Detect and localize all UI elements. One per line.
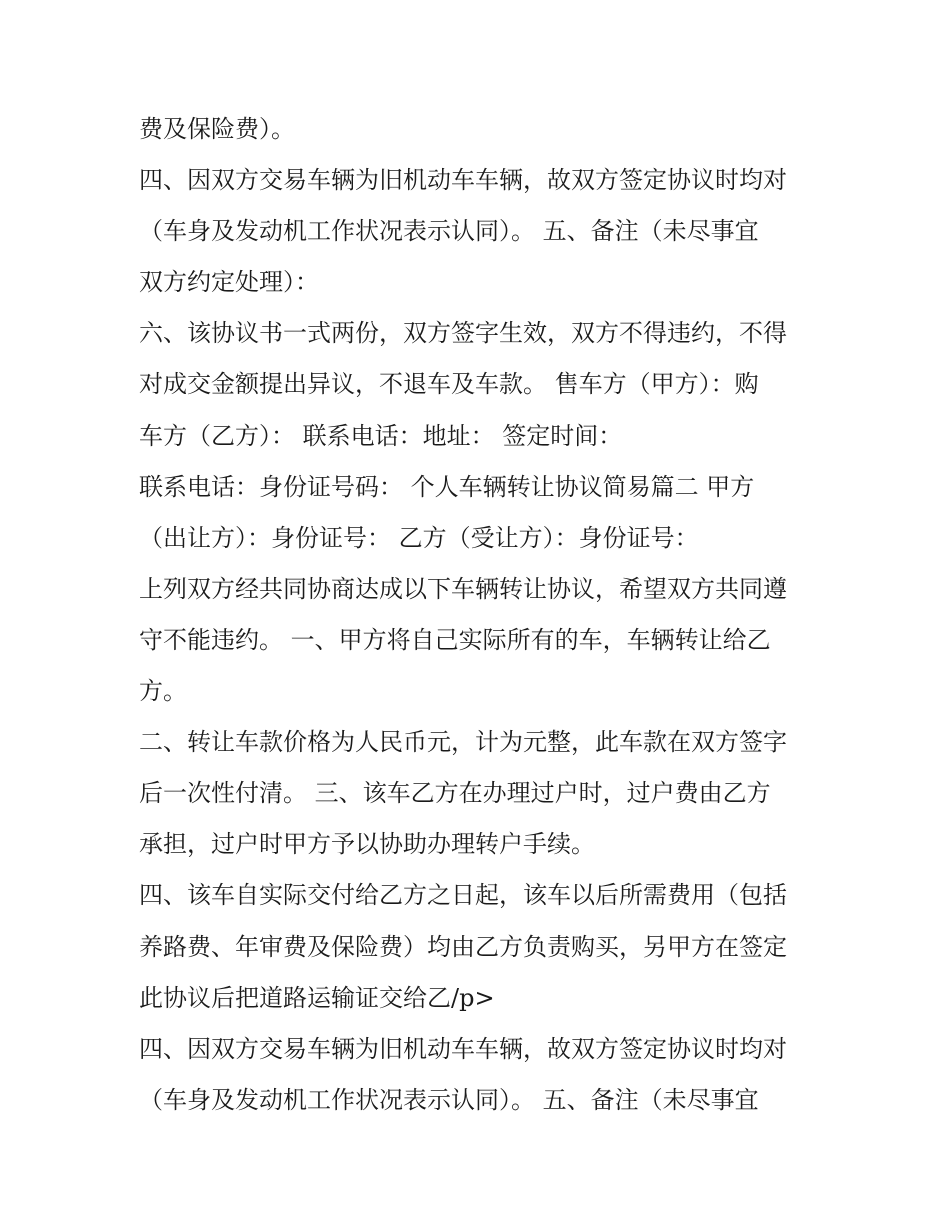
document-body — [139, 104, 839, 1126]
text-line: 对成交金额提出异议，不退车及车款。 售车方（甲方）：购 — [139, 370, 759, 399]
text-line: 双方约定处理）： — [139, 268, 319, 297]
text-line: 后一次性付清。 三、该车乙方在办理过户时，过户费由乙方 — [139, 779, 771, 808]
text-line: 联系电话：身份证号码： 个人车辆转让协议简易篇二 甲方 — [139, 472, 755, 501]
text-line: （出让方）：身份证号： 乙方（受让方）：身份证号： — [139, 523, 699, 552]
text-line: 养路费、年审费及保险费）均由乙方负责购买，另甲方在签定 — [139, 932, 787, 961]
text-line: 四、该车自实际交付给乙方之日起，该车以后所需费用（包括 — [139, 881, 787, 910]
text-line: 方。 — [139, 677, 187, 706]
text-line: 费及保险费）。 — [139, 115, 295, 143]
text-line: 二、转让车款价格为人民币元，计为元整，此车款在双方签字 — [139, 728, 787, 757]
text-line: 四、因双方交易车辆为旧机动车车辆，故双方签定协议时均对 — [139, 166, 787, 195]
text-line: 上列双方经共同协商达成以下车辆转让协议，希望双方共同遵 — [139, 574, 787, 603]
text-line: （车身及发动机工作状况表示认同）。 五、备注（未尽事宜 — [139, 1085, 759, 1114]
text-line: （车身及发动机工作状况表示认同）。 五、备注（未尽事宜 — [139, 217, 759, 246]
text-line: 守不能违约。 一、甲方将自己实际所有的车，车辆转让给乙 — [139, 625, 771, 654]
text-line: 六、该协议书一式两份，双方签字生效，双方不得违约，不得 — [139, 319, 787, 348]
text-line: 车方（乙方）： 联系电话：地址： 签定时间： — [139, 421, 623, 450]
text-line: 四、因双方交易车辆为旧机动车车辆，故双方签定协议时均对 — [139, 1034, 787, 1063]
text-line: 承担，过户时甲方予以协助办理转户手续。 — [139, 830, 595, 859]
text-line: 此协议后把道路运输证交给乙/p> — [139, 983, 495, 1012]
